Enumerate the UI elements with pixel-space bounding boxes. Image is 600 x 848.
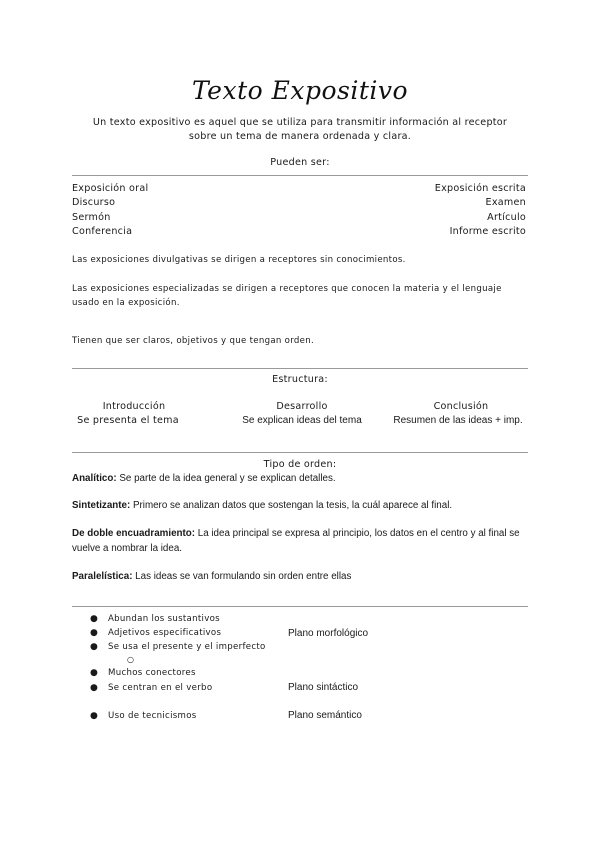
orden-label: Analítico: <box>72 473 117 484</box>
estructura-col-desc: Se presenta el tema <box>77 415 179 426</box>
bullet-icon: ● <box>90 668 98 678</box>
oral-item: Conferencia <box>72 226 133 237</box>
rasgo-item: Adjetivos especificativos <box>108 628 222 638</box>
orden-item-doble-encuadramiento <box>72 526 532 556</box>
escrita-item: Examen <box>485 197 526 208</box>
estructura-col-desc: Se explican ideas del tema <box>242 415 362 426</box>
orden-text: Se parte de la idea general y se explican detalles. <box>116 473 336 484</box>
bullet-icon: ● <box>90 642 98 652</box>
escrita-item: Informe escrito <box>449 226 526 237</box>
rasgo-item: Se usa el presente y el imperfecto <box>108 642 266 652</box>
sub-bullet-icon: ○ <box>127 655 134 664</box>
orden-item-sintetizante <box>72 498 532 513</box>
rasgo-item: Se centran en el verbo <box>108 683 213 693</box>
orden-label: Sintetizante: <box>72 500 131 511</box>
orden-heading: Tipo de orden: <box>263 459 337 470</box>
orden-label: De doble encuadramiento: <box>72 528 196 539</box>
orden-text: Las ideas se van formulando sin orden entre ellas <box>132 571 352 582</box>
escrita-heading: Exposición escrita <box>434 183 526 194</box>
rasgo-item: Abundan los sustantivos <box>108 614 220 624</box>
plano-label: Plano sintáctico <box>288 682 359 693</box>
bullet-icon: ● <box>90 614 98 624</box>
divider <box>72 452 528 453</box>
divider <box>72 175 528 176</box>
divider <box>72 368 528 369</box>
plano-label: Plano morfológico <box>288 628 369 639</box>
estructura-heading: Estructura: <box>272 374 328 385</box>
orden-item-analitico <box>72 471 532 486</box>
bullet-icon: ● <box>90 711 98 721</box>
orden-text: Primero se analizan datos que sostengan la tesis, la cuál aparece al final. <box>130 500 453 511</box>
bullet-icon: ● <box>90 683 98 693</box>
pueden-ser-heading: Pueden ser: <box>270 157 330 168</box>
estructura-col-title: Conclusión <box>433 401 489 412</box>
requisitos-text: Tienen que ser claros, objetivos y que tengan orden. <box>72 336 315 346</box>
rasgo-item: Muchos conectores <box>108 668 196 678</box>
oral-item: Sermón <box>72 212 111 223</box>
bullet-icon: ● <box>90 628 98 638</box>
divulgativas-text: Las exposiciones divulgativas se dirigen a receptores sin conocimientos. <box>72 255 406 265</box>
oral-item: Discurso <box>72 197 116 208</box>
rasgo-item: Uso de tecnicismos <box>108 711 197 721</box>
page-title: Texto Expositivo <box>191 76 409 105</box>
orden-text: La idea principal se expresa al principio, los datos en el centro y al final se vuelve a nombrar la idea. <box>72 528 520 554</box>
especializadas-text: Las exposiciones especializadas se dirigen a receptores que conocen la materia y el lenguaje usado en la exposición. <box>72 284 502 308</box>
orden-label: Paralelística: <box>72 571 133 582</box>
intro-paragraph: Un texto expositivo es aquel que se utiliza para transmitir información al receptor sobre un tema de manera ordenada y clara. <box>92 117 508 142</box>
estructura-col-desc: Resumen de las ideas + imp. <box>393 415 523 426</box>
orden-item-paralelistica <box>72 569 532 584</box>
plano-label: Plano semántico <box>288 710 362 721</box>
estructura-col-title: Introducción <box>102 401 166 412</box>
estructura-col-title: Desarrollo <box>276 401 328 412</box>
escrita-item: Artículo <box>487 212 526 223</box>
oral-heading: Exposición oral <box>72 183 149 194</box>
divider <box>72 606 528 607</box>
